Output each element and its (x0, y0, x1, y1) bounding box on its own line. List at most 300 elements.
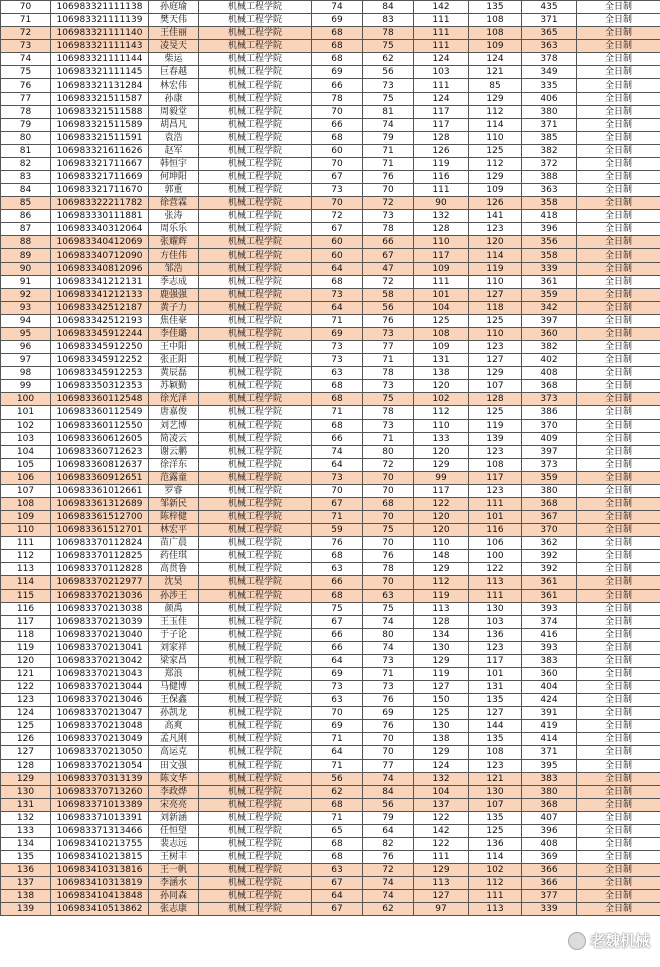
score-total: 361 (522, 275, 577, 288)
study-type: 全日制 (577, 249, 660, 262)
row-number: 136 (1, 864, 51, 877)
college-name: 机械工程学院 (199, 210, 312, 223)
row-number: 121 (1, 667, 51, 680)
score-politics: 71 (312, 511, 363, 524)
score-total: 342 (522, 301, 577, 314)
college-name: 机械工程学院 (199, 288, 312, 301)
study-type: 全日制 (577, 654, 660, 667)
row-number: 95 (1, 327, 51, 340)
score-english: 75 (363, 524, 414, 537)
row-number: 85 (1, 197, 51, 210)
row-number: 134 (1, 838, 51, 851)
score-total: 388 (522, 171, 577, 184)
candidate-id: 106983350312353 (51, 380, 149, 393)
table-row (1, 367, 660, 380)
college-name: 机械工程学院 (199, 681, 312, 694)
candidate-name: 韩恒宇 (149, 157, 199, 170)
table-row (1, 40, 660, 53)
row-number: 78 (1, 105, 51, 118)
score-politics: 67 (312, 877, 363, 890)
score-professional: 123 (469, 759, 522, 772)
row-number: 82 (1, 157, 51, 170)
row-number: 84 (1, 184, 51, 197)
score-math: 119 (414, 157, 469, 170)
score-politics: 68 (312, 131, 363, 144)
table-row (1, 772, 660, 785)
score-politics: 66 (312, 432, 363, 445)
score-politics: 73 (312, 471, 363, 484)
college-name: 机械工程学院 (199, 550, 312, 563)
score-english: 73 (363, 327, 414, 340)
score-total: 397 (522, 445, 577, 458)
study-type: 全日制 (577, 589, 660, 602)
score-english: 73 (363, 681, 414, 694)
study-type: 全日制 (577, 314, 660, 327)
candidate-id: 106983370212977 (51, 576, 149, 589)
score-professional: 119 (469, 262, 522, 275)
score-professional: 102 (469, 864, 522, 877)
score-total: 385 (522, 131, 577, 144)
score-politics: 62 (312, 785, 363, 798)
score-politics: 71 (312, 811, 363, 824)
score-professional: 118 (469, 301, 522, 314)
table-row (1, 864, 660, 877)
candidate-name: 徐洋东 (149, 458, 199, 471)
table-row (1, 550, 660, 563)
study-type: 全日制 (577, 563, 660, 576)
row-number: 92 (1, 288, 51, 301)
table-row (1, 654, 660, 667)
row-number: 100 (1, 393, 51, 406)
candidate-id: 106983361012661 (51, 484, 149, 497)
score-politics: 67 (312, 171, 363, 184)
table-row (1, 105, 660, 118)
table-row (1, 458, 660, 471)
score-total: 363 (522, 184, 577, 197)
score-math: 111 (414, 79, 469, 92)
table-body (1, 1, 660, 916)
table-row (1, 327, 660, 340)
study-type: 全日制 (577, 171, 660, 184)
row-number: 94 (1, 314, 51, 327)
college-name: 机械工程学院 (199, 838, 312, 851)
score-politics: 71 (312, 759, 363, 772)
row-number: 93 (1, 301, 51, 314)
candidate-id: 106983360112550 (51, 419, 149, 432)
candidate-id: 106983345912253 (51, 367, 149, 380)
score-professional: 101 (469, 511, 522, 524)
score-total: 391 (522, 707, 577, 720)
score-english: 79 (363, 131, 414, 144)
table-row (1, 14, 660, 27)
score-total: 371 (522, 14, 577, 27)
college-name: 机械工程学院 (199, 903, 312, 916)
score-total: 374 (522, 615, 577, 628)
candidate-id: 106983410213755 (51, 838, 149, 851)
study-type: 全日制 (577, 79, 660, 92)
candidate-name: 颜禹 (149, 602, 199, 615)
score-math: 126 (414, 144, 469, 157)
score-total: 435 (522, 1, 577, 14)
score-politics: 68 (312, 393, 363, 406)
study-type: 全日制 (577, 105, 660, 118)
score-math: 128 (414, 131, 469, 144)
score-math: 99 (414, 471, 469, 484)
candidate-id: 106983321111145 (51, 66, 149, 79)
college-name: 机械工程学院 (199, 1, 312, 14)
table-row (1, 288, 660, 301)
score-english: 68 (363, 497, 414, 510)
score-professional: 112 (469, 157, 522, 170)
candidate-id: 106983342512193 (51, 314, 149, 327)
score-politics: 68 (312, 275, 363, 288)
table-row (1, 184, 660, 197)
college-name: 机械工程学院 (199, 511, 312, 524)
score-professional: 121 (469, 772, 522, 785)
score-english: 71 (363, 432, 414, 445)
score-professional: 107 (469, 380, 522, 393)
candidate-name: 王一帆 (149, 864, 199, 877)
candidate-id: 106983340412069 (51, 236, 149, 249)
score-total: 397 (522, 314, 577, 327)
score-english: 72 (363, 864, 414, 877)
score-english: 69 (363, 707, 414, 720)
score-english: 82 (363, 838, 414, 851)
table-row (1, 380, 660, 393)
candidate-name: 苏颖勤 (149, 380, 199, 393)
candidate-id: 106983360112548 (51, 393, 149, 406)
score-english: 75 (363, 92, 414, 105)
row-number: 104 (1, 445, 51, 458)
score-total: 361 (522, 589, 577, 602)
table-row (1, 406, 660, 419)
table-row (1, 838, 660, 851)
candidate-id: 106983342512187 (51, 301, 149, 314)
study-type: 全日制 (577, 811, 660, 824)
row-number: 97 (1, 354, 51, 367)
candidate-id: 106983360612605 (51, 432, 149, 445)
score-professional: 135 (469, 694, 522, 707)
study-type: 全日制 (577, 157, 660, 170)
candidate-name: 徐营霖 (149, 197, 199, 210)
candidate-name: 于子论 (149, 628, 199, 641)
row-number: 138 (1, 890, 51, 903)
row-number: 124 (1, 707, 51, 720)
table-row (1, 432, 660, 445)
score-politics: 68 (312, 53, 363, 66)
score-professional: 107 (469, 798, 522, 811)
score-total: 359 (522, 288, 577, 301)
study-type: 全日制 (577, 615, 660, 628)
candidate-id: 106983345912252 (51, 354, 149, 367)
score-total: 386 (522, 406, 577, 419)
row-number: 118 (1, 628, 51, 641)
score-professional: 125 (469, 406, 522, 419)
score-math: 128 (414, 223, 469, 236)
college-name: 机械工程学院 (199, 654, 312, 667)
row-number: 110 (1, 524, 51, 537)
score-math: 127 (414, 681, 469, 694)
table-row (1, 79, 660, 92)
score-english: 56 (363, 66, 414, 79)
score-math: 148 (414, 550, 469, 563)
score-english: 79 (363, 811, 414, 824)
score-professional: 136 (469, 838, 522, 851)
score-english: 71 (363, 667, 414, 680)
college-name: 机械工程学院 (199, 445, 312, 458)
score-total: 416 (522, 628, 577, 641)
score-total: 349 (522, 66, 577, 79)
college-name: 机械工程学院 (199, 66, 312, 79)
candidate-name: 林宏伟 (149, 79, 199, 92)
score-math: 137 (414, 798, 469, 811)
score-total: 356 (522, 236, 577, 249)
score-math: 128 (414, 615, 469, 628)
candidate-name: 鹿强强 (149, 288, 199, 301)
score-math: 109 (414, 262, 469, 275)
candidate-id: 106983370213046 (51, 694, 149, 707)
score-math: 133 (414, 432, 469, 445)
candidate-name: 袁浩 (149, 131, 199, 144)
score-english: 56 (363, 301, 414, 314)
candidate-id: 106983370213036 (51, 589, 149, 602)
table-row (1, 537, 660, 550)
study-type: 全日制 (577, 275, 660, 288)
score-math: 150 (414, 694, 469, 707)
score-math: 138 (414, 733, 469, 746)
candidate-name: 罗睿 (149, 484, 199, 497)
score-math: 120 (414, 380, 469, 393)
score-english: 76 (363, 171, 414, 184)
study-type: 全日制 (577, 380, 660, 393)
score-english: 78 (363, 367, 414, 380)
score-math: 122 (414, 497, 469, 510)
score-total: 402 (522, 354, 577, 367)
candidate-id: 106983370213042 (51, 654, 149, 667)
score-english: 80 (363, 445, 414, 458)
score-math: 131 (414, 354, 469, 367)
candidate-id: 106983321511589 (51, 118, 149, 131)
score-total: 373 (522, 458, 577, 471)
study-type: 全日制 (577, 210, 660, 223)
score-math: 142 (414, 1, 469, 14)
college-name: 机械工程学院 (199, 864, 312, 877)
score-english: 77 (363, 341, 414, 354)
score-politics: 69 (312, 14, 363, 27)
college-name: 机械工程学院 (199, 772, 312, 785)
candidate-name: 李佳璐 (149, 327, 199, 340)
candidate-name: 郑浪 (149, 667, 199, 680)
score-english: 75 (363, 40, 414, 53)
score-politics: 70 (312, 197, 363, 210)
study-type: 全日制 (577, 641, 660, 654)
college-name: 机械工程学院 (199, 197, 312, 210)
study-type: 全日制 (577, 772, 660, 785)
college-name: 机械工程学院 (199, 667, 312, 680)
row-number: 133 (1, 824, 51, 837)
score-professional: 126 (469, 197, 522, 210)
score-politics: 64 (312, 654, 363, 667)
candidate-name: 王中阳 (149, 341, 199, 354)
row-number: 127 (1, 746, 51, 759)
score-english: 72 (363, 197, 414, 210)
candidate-id: 106983370213039 (51, 615, 149, 628)
score-total: 372 (522, 157, 577, 170)
score-politics: 72 (312, 210, 363, 223)
candidate-name: 巨春越 (149, 66, 199, 79)
study-type: 全日制 (577, 354, 660, 367)
row-number: 101 (1, 406, 51, 419)
score-politics: 60 (312, 249, 363, 262)
college-name: 机械工程学院 (199, 236, 312, 249)
candidate-id: 106983410313816 (51, 864, 149, 877)
college-name: 机械工程学院 (199, 118, 312, 131)
score-professional: 112 (469, 105, 522, 118)
score-professional: 108 (469, 458, 522, 471)
study-type: 全日制 (577, 720, 660, 733)
score-math: 129 (414, 458, 469, 471)
table-row (1, 720, 660, 733)
table-row (1, 681, 660, 694)
candidate-name: 赵军 (149, 144, 199, 157)
row-number: 122 (1, 681, 51, 694)
score-professional: 101 (469, 667, 522, 680)
score-english: 78 (363, 27, 414, 40)
score-math: 124 (414, 53, 469, 66)
candidate-id: 106983330111881 (51, 210, 149, 223)
score-english: 76 (363, 851, 414, 864)
study-type: 全日制 (577, 327, 660, 340)
score-math: 111 (414, 851, 469, 864)
candidate-id: 106983371313466 (51, 824, 149, 837)
score-total: 370 (522, 419, 577, 432)
candidate-id: 106983410213815 (51, 851, 149, 864)
score-professional: 139 (469, 432, 522, 445)
score-politics: 71 (312, 406, 363, 419)
study-type: 全日制 (577, 785, 660, 798)
candidate-name: 梁家昌 (149, 654, 199, 667)
score-professional: 125 (469, 314, 522, 327)
score-politics: 66 (312, 576, 363, 589)
college-name: 机械工程学院 (199, 393, 312, 406)
candidate-id: 106983371013391 (51, 811, 149, 824)
study-type: 全日制 (577, 851, 660, 864)
score-math: 111 (414, 40, 469, 53)
score-math: 119 (414, 667, 469, 680)
row-number: 72 (1, 27, 51, 40)
candidate-id: 106983410413848 (51, 890, 149, 903)
score-professional: 114 (469, 118, 522, 131)
score-politics: 73 (312, 681, 363, 694)
score-total: 370 (522, 524, 577, 537)
score-total: 396 (522, 824, 577, 837)
candidate-id: 106983321511591 (51, 131, 149, 144)
score-politics: 71 (312, 314, 363, 327)
score-math: 104 (414, 785, 469, 798)
study-type: 全日制 (577, 92, 660, 105)
candidate-id: 106983360812637 (51, 458, 149, 471)
candidate-id: 106983370713260 (51, 785, 149, 798)
score-math: 117 (414, 249, 469, 262)
score-math: 127 (414, 890, 469, 903)
score-total: 369 (522, 851, 577, 864)
candidate-name: 邹浩 (149, 262, 199, 275)
table-row (1, 667, 660, 680)
score-math: 117 (414, 105, 469, 118)
college-name: 机械工程学院 (199, 759, 312, 772)
score-professional: 103 (469, 615, 522, 628)
watermark-text: 老魏机械 (589, 932, 650, 950)
college-name: 机械工程学院 (199, 262, 312, 275)
score-total: 380 (522, 484, 577, 497)
study-type: 全日制 (577, 14, 660, 27)
college-name: 机械工程学院 (199, 877, 312, 890)
college-name: 机械工程学院 (199, 851, 312, 864)
college-name: 机械工程学院 (199, 40, 312, 53)
score-professional: 127 (469, 707, 522, 720)
score-math: 130 (414, 641, 469, 654)
college-name: 机械工程学院 (199, 406, 312, 419)
score-total: 380 (522, 105, 577, 118)
table-row (1, 393, 660, 406)
row-number: 117 (1, 615, 51, 628)
table-row (1, 811, 660, 824)
score-politics: 66 (312, 79, 363, 92)
candidate-id: 106983341212131 (51, 275, 149, 288)
row-number: 96 (1, 341, 51, 354)
candidate-id: 106983371013389 (51, 798, 149, 811)
score-politics: 68 (312, 380, 363, 393)
college-name: 机械工程学院 (199, 79, 312, 92)
score-professional: 123 (469, 484, 522, 497)
college-name: 机械工程学院 (199, 694, 312, 707)
study-type: 全日制 (577, 890, 660, 903)
score-total: 358 (522, 249, 577, 262)
table-row (1, 785, 660, 798)
study-type: 全日制 (577, 667, 660, 680)
score-professional: 113 (469, 903, 522, 916)
score-math: 116 (414, 171, 469, 184)
study-type: 全日制 (577, 903, 660, 916)
score-english: 64 (363, 824, 414, 837)
college-name: 机械工程学院 (199, 641, 312, 654)
row-number: 111 (1, 537, 51, 550)
score-math: 103 (414, 66, 469, 79)
study-type: 全日制 (577, 223, 660, 236)
score-math: 101 (414, 288, 469, 301)
candidate-name: 黄辰磊 (149, 367, 199, 380)
table-row (1, 210, 660, 223)
college-name: 机械工程学院 (199, 458, 312, 471)
candidate-name: 胡昌凡 (149, 118, 199, 131)
score-total: 377 (522, 890, 577, 903)
table-row (1, 759, 660, 772)
college-name: 机械工程学院 (199, 367, 312, 380)
score-professional: 100 (469, 550, 522, 563)
candidate-id: 106983321111143 (51, 40, 149, 53)
college-name: 机械工程学院 (199, 223, 312, 236)
score-politics: 56 (312, 772, 363, 785)
table-row (1, 824, 660, 837)
candidate-name: 李政烨 (149, 785, 199, 798)
score-professional: 114 (469, 249, 522, 262)
score-total: 359 (522, 471, 577, 484)
candidate-name: 刘新涵 (149, 811, 199, 824)
candidate-name: 简凌云 (149, 432, 199, 445)
candidate-name: 孙同森 (149, 890, 199, 903)
score-total: 363 (522, 40, 577, 53)
row-number: 113 (1, 563, 51, 576)
